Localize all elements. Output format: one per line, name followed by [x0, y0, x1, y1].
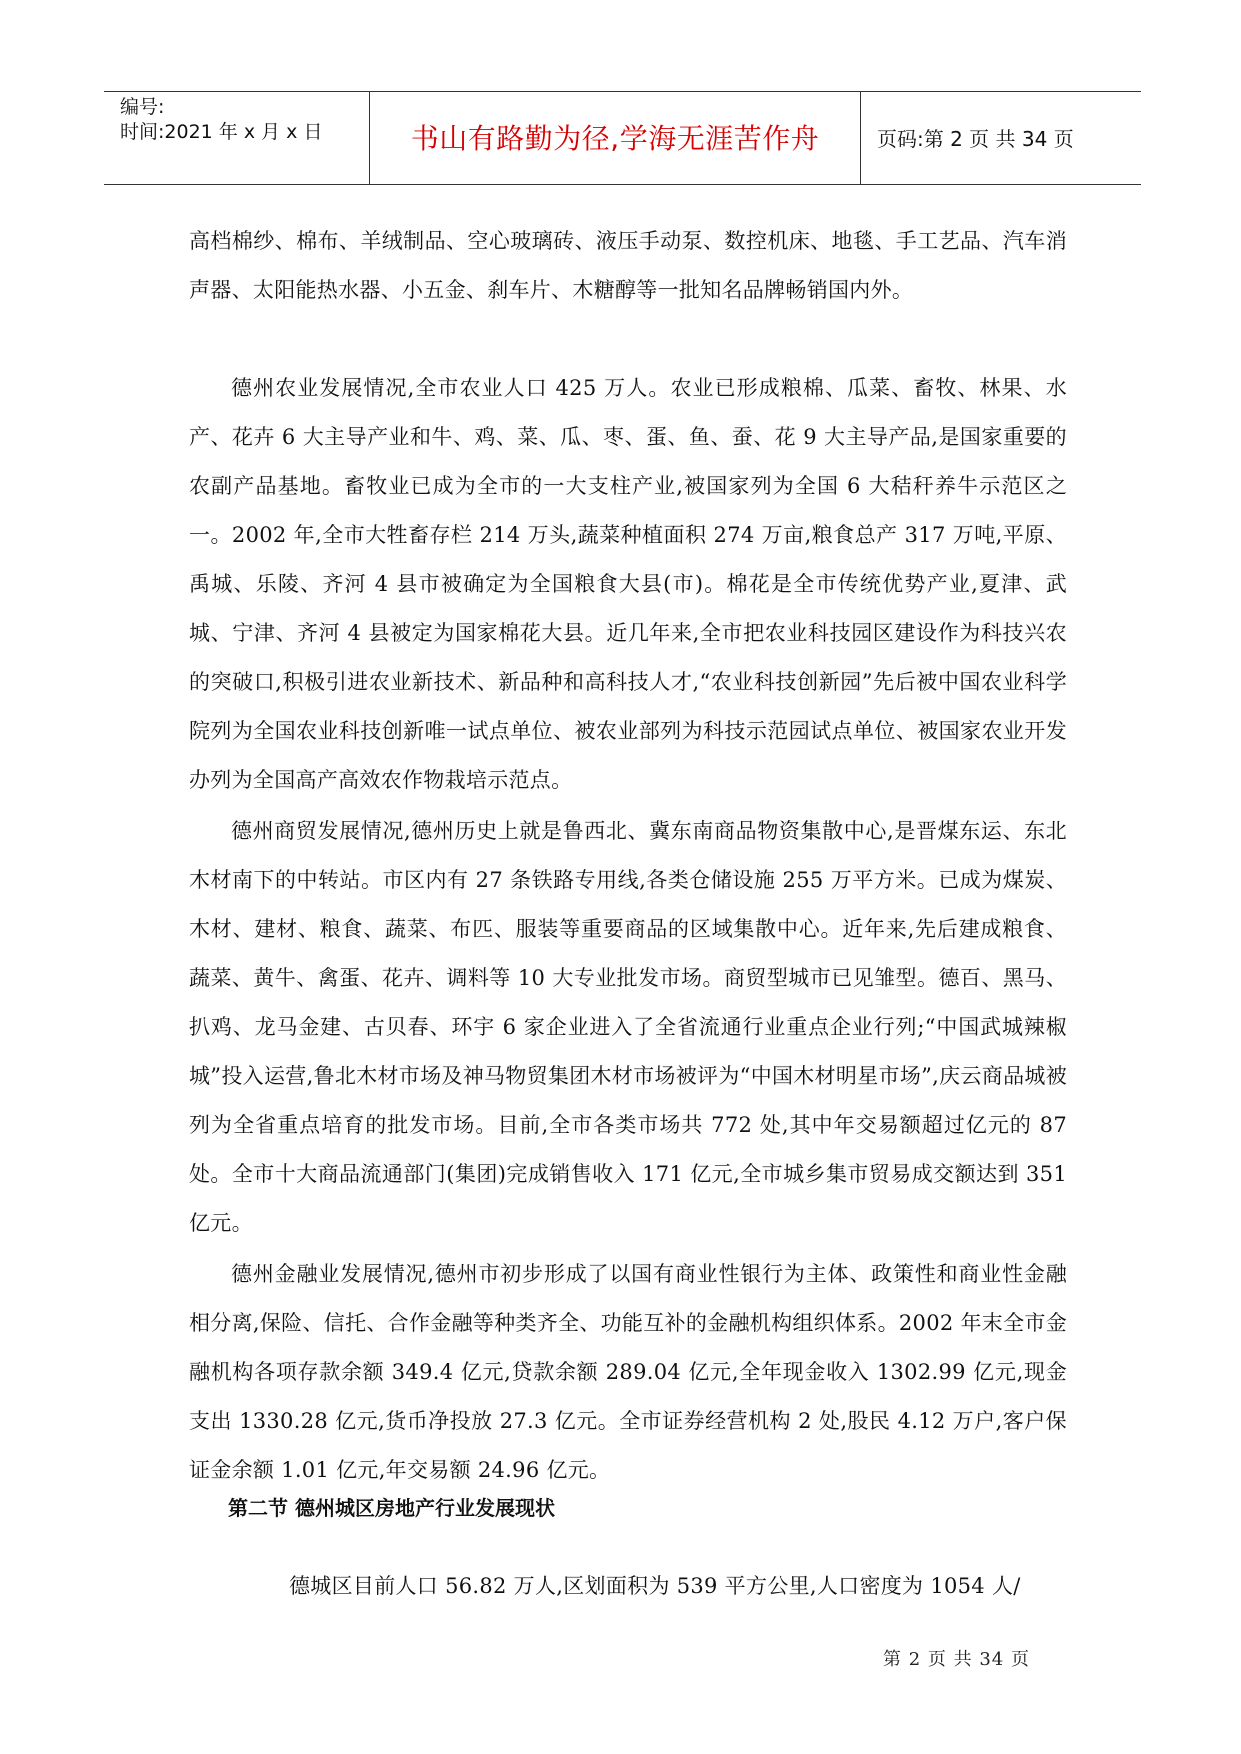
- header-table: [104, 91, 1141, 185]
- paragraph-dechengqu: 德城区目前人口 56.82 万人,区划面积为 539 平方公里,人口密度为 1054 人/: [289, 1574, 1021, 1598]
- section-title: 第二节 德州城区房地产行业发展现状: [228, 1496, 555, 1520]
- paragraph-commerce: 德州商贸发展情况,德州历史上就是鲁西北、冀东南商品物资集散中心,是晋煤东运、东北木材南下的中转站。市区内有 27 条铁路专用线,各类仓储设施 255 万平方米。已成为煤炭、木材、建材、粮食、蔬菜、布匹、服装等重要商品的区域集散中心。近年来,先后建成粮食、蔬菜、黄牛、禽蛋、花卉、调料等 10 大专业批发市场。商贸型城市已见雏型。德百、黑马、扒鸡、龙马金建、古贝春、环宇 6 家企业进入了全省流通行业重点企业行列;“中国武城辣椒城”投入运营,鲁北木材市场及神马物贸集团木材市场被评为“中国木材明星市场”,庆云商品城被列为全省重点培育的批发市场。目前,全市各类市场共 772 处,其中年交易额超过亿元的 87 处。全市十大商品流通部门(集团)完成销售收入 171 亿元,全市城乡集市贸易成交额达到 351 亿元。: [189, 819, 1067, 1235]
- number-label: 编号:: [120, 96, 165, 118]
- header-left-cell: [104, 92, 369, 184]
- header-center-cell: [369, 92, 861, 184]
- time-label: 时间:2021 年 x 月 x 日: [120, 121, 323, 143]
- header-right-cell: [861, 92, 1141, 184]
- document-body: [189, 217, 1067, 1495]
- page-footer: 第 2 页 共 34 页: [883, 1649, 1030, 1670]
- motto-text: 书山有路勤为径,学海无涯苦作舟: [410, 122, 820, 155]
- paragraph-1: 高档棉纱、棉布、羊绒制品、空心玻璃砖、液压手动泵、数控机床、地毯、手工艺品、汽车消声器、太阳能热水器、小五金、刹车片、木糖醇等一批知名品牌畅销国内外。: [189, 229, 1067, 302]
- page-code: 页码:第 2 页 共 34 页: [877, 127, 1074, 151]
- paragraph-finance: 德州金融业发展情况,德州市初步形成了以国有商业性银行为主体、政策性和商业性金融相分离,保险、信托、合作金融等种类齐全、功能互补的金融机构组织体系。2002 年末全市金融机构各项存款余额 349.4 亿元,贷款余额 289.04 亿元,全年现金收入 1302.99 亿元,现金支出 1330.28 亿元,货币净投放 27.3 亿元。全市证券经营机构 2 处,股民 4.12 万户,客户保证金余额 1.01 亿元,年交易额 24.96 亿元。: [189, 1262, 1067, 1482]
- paragraph-agriculture: 德州农业发展情况,全市农业人口 425 万人。农业已形成粮棉、瓜菜、畜牧、林果、水产、花卉 6 大主导产业和牛、鸡、菜、瓜、枣、蛋、鱼、蚕、花 9 大主导产品,是国家重要的农副产品基地。畜牧业已成为全市的一大支柱产业,被国家列为全国 6 大秸秆养牛示范区之一。2002 年,全市大牲畜存栏 214 万头,蔬菜种植面积 274 万亩,粮食总产 317 万吨,平原、禹城、乐陵、齐河 4 县市被确定为全国粮食大县(市)。棉花是全市传统优势产业,夏津、武城、宁津、齐河 4 县被定为国家棉花大县。近几年来,全市把农业科技园区建设作为科技兴农的突破口,积极引进农业新技术、新品种和高科技人才,“农业科技创新园”先后被中国农业科学院列为全国农业科技创新唯一试点单位、被农业部列为科技示范园试点单位、被国家农业开发办列为全国高产高效农作物栽培示范点。: [189, 376, 1067, 792]
